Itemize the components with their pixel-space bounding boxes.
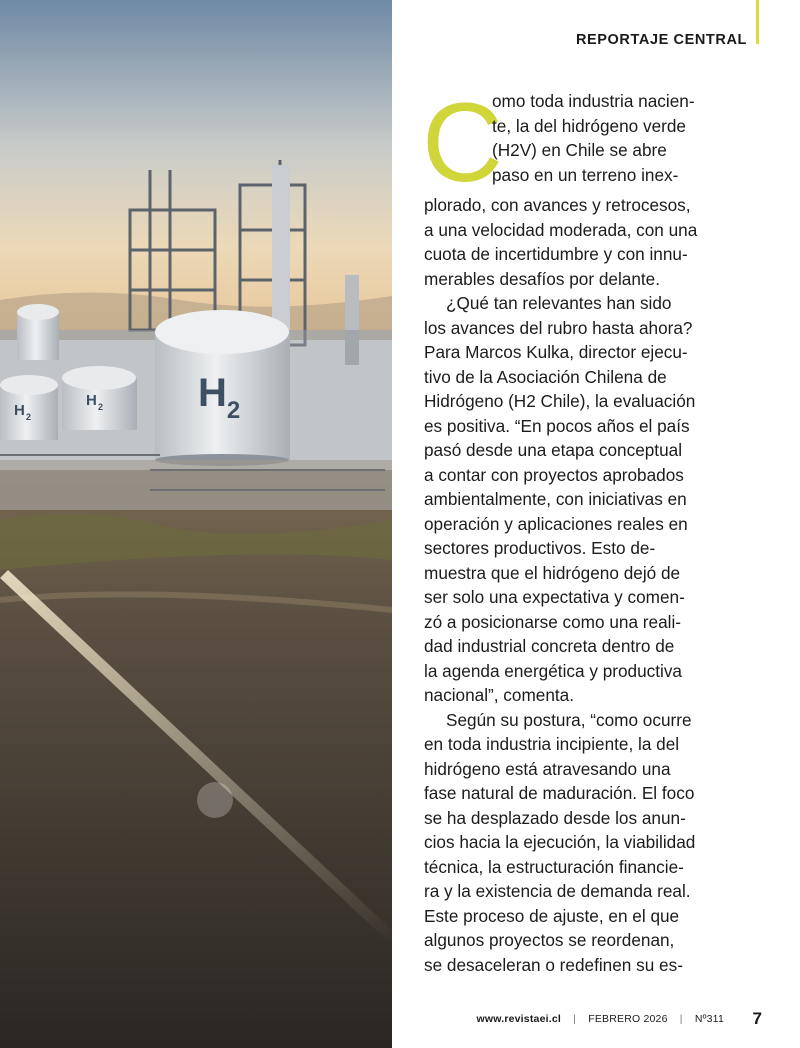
text-line: omo toda industria nacien- xyxy=(492,91,695,111)
paragraph-3 xyxy=(424,708,724,733)
tank-label-sub: 2 xyxy=(226,397,241,424)
section-label: REPORTAJE CENTRAL xyxy=(575,32,747,48)
text-line: ra y la existencia de demanda real. xyxy=(424,881,691,901)
svg-text:H: H xyxy=(86,392,97,409)
paragraph-2-cont xyxy=(424,316,724,708)
drop-cap: C xyxy=(422,80,503,205)
article-body xyxy=(422,80,724,977)
text-line: ambientalmente, con iniciativas en xyxy=(424,489,687,509)
text-line: dad industrial concreta dentro de xyxy=(424,636,675,656)
text-line: en toda industria incipiente, la del xyxy=(424,734,680,754)
text-line: a contar con proyectos aprobados xyxy=(424,464,684,485)
header-accent-bar xyxy=(756,0,759,44)
text-line: merables desafíos por delante. xyxy=(424,268,660,289)
text-line: Hidrógeno (H2 Chile), la evaluación xyxy=(424,391,696,411)
text-line: Para Marcos Kulka, director ejecu- xyxy=(424,342,688,362)
text-line: operación y aplicaciones reales en xyxy=(424,513,688,534)
footer-issue-date: FEBRERO 2026 xyxy=(588,1013,668,1025)
text-line: técnica, la estructuración financie- xyxy=(424,856,684,877)
hydrogen-plant-photo xyxy=(0,0,392,1048)
footer-website: www.revistaei.cl xyxy=(476,1013,562,1025)
text-line: cuota de incertidumbre y con innu- xyxy=(424,244,688,264)
text-line: Este proceso de ajuste, en el que xyxy=(424,905,680,926)
tank-label-h: H xyxy=(198,371,227,415)
text-line: zó a posicionarse como una reali- xyxy=(424,611,681,632)
text-line: muestra que el hidrógeno dejó de xyxy=(424,562,681,583)
text-line: nacional”, comenta. xyxy=(424,685,574,705)
text-line: paso en un terreno inex- xyxy=(492,164,679,185)
paragraph-1 xyxy=(422,80,724,291)
photo-illustration xyxy=(0,0,392,1048)
text-line: cios hacia la ejecución, la viabilidad xyxy=(424,832,696,852)
page-footer xyxy=(476,1013,724,1025)
text-line: algunos proyectos se reordenan, xyxy=(424,930,675,950)
text-line: a una velocidad moderada, con una xyxy=(424,219,698,240)
text-line: tivo de la Asociación Chilena de xyxy=(424,366,667,387)
text-line: hidrógeno está atravesando una xyxy=(424,758,671,779)
text-line: pasó desde una etapa conceptual xyxy=(424,440,683,460)
text-line: sectores productivos. Esto de- xyxy=(424,538,656,558)
paragraph-2 xyxy=(424,291,724,316)
text-line: ¿Qué tan relevantes han sido xyxy=(446,293,672,313)
text-line: los avances del rubro hasta ahora? xyxy=(424,317,693,338)
large-tank-h2-label xyxy=(198,373,240,431)
text-line: te, la del hidrógeno verde xyxy=(492,115,686,136)
footer-separator: | xyxy=(573,1013,577,1025)
paragraph-3-cont xyxy=(424,732,724,977)
text-line: fase natural de maduración. El foco xyxy=(424,783,695,803)
text-line: plorado, con avances y retrocesos, xyxy=(424,195,691,215)
text-line: ser solo una expectativa y comen- xyxy=(424,587,685,607)
page-number: 7 xyxy=(752,1009,762,1028)
svg-text:H: H xyxy=(14,402,25,419)
footer-separator: | xyxy=(679,1013,683,1025)
svg-text:2: 2 xyxy=(26,412,32,422)
text-line: Según su postura, “como ocurre xyxy=(446,709,692,730)
text-line: se desaceleran o redefinen su es- xyxy=(424,954,683,975)
footer-issue-number: Nº311 xyxy=(694,1013,724,1025)
text-line: (H2V) en Chile se abre xyxy=(492,140,667,160)
svg-text:2: 2 xyxy=(98,402,104,412)
text-line: la agenda energética y productiva xyxy=(424,660,682,681)
text-line: es positiva. “En pocos años el país xyxy=(424,415,690,436)
text-line: se ha desplazado desde los anun- xyxy=(424,807,686,828)
